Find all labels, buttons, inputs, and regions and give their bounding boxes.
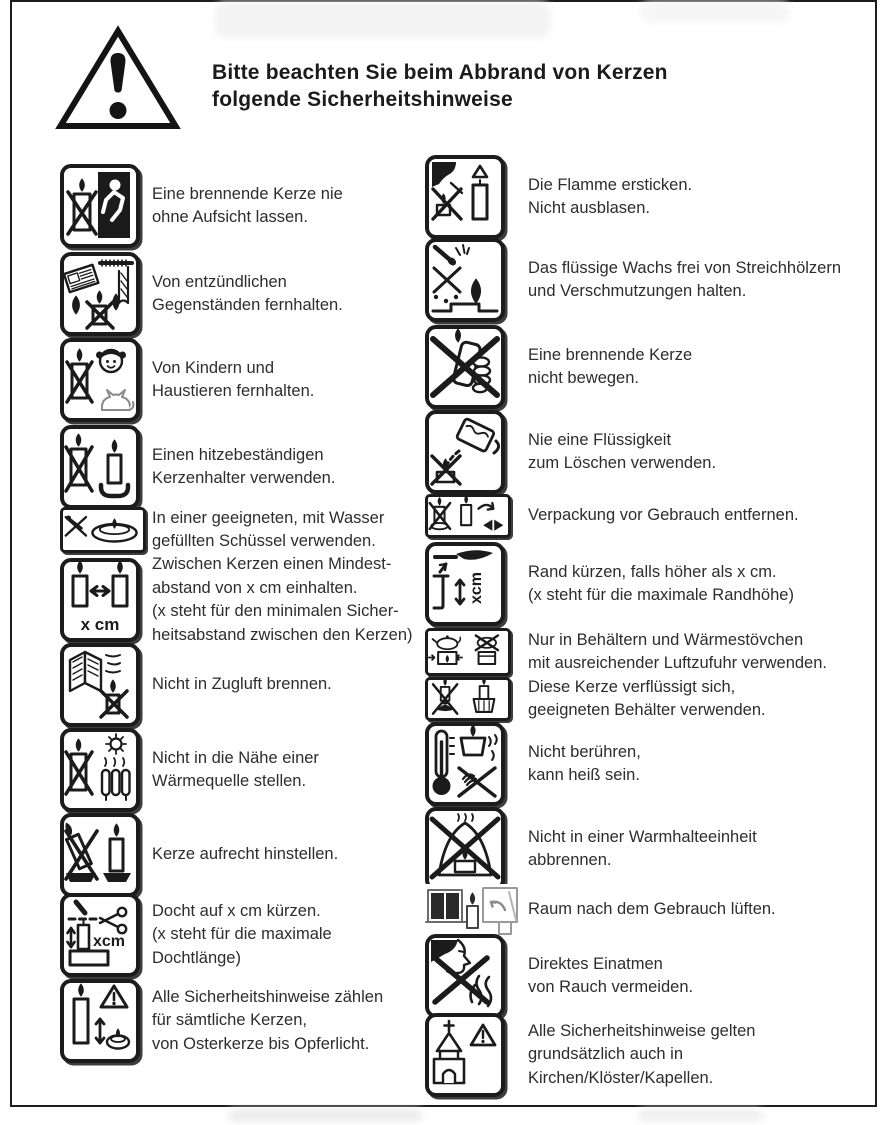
wick-trim-icon [60,893,140,977]
safety-item [425,542,794,626]
safety-item-icon-slot [425,884,528,936]
upright-candle-icon [60,813,140,897]
safety-item-text: Nicht berühren, kann heiß sein. [528,742,641,784]
remove-packaging-icon [425,494,511,538]
safety-item [60,979,383,1063]
safety-item [425,410,716,494]
safety-item-icon-slot [425,155,528,239]
svg-text:x cm: x cm [80,615,120,634]
safety-item-text: Rand kürzen, falls höher als x cm. (x steht für die maximale Randhöhe) [528,562,794,604]
candle-distance-icon [60,558,140,642]
heatproof-holder-icon [60,425,140,509]
ventilate-room-icon [425,884,522,936]
svg-text:xcm: xcm [93,933,126,950]
safety-item-text: Eine brennende Kerze nicht bewegen. [528,345,693,387]
flammable-objects-icon [60,252,140,336]
safety-item-text: Eine brennende Kerze nie ohne Aufsicht lassen. [152,184,343,226]
safety-item-text: Das flüssige Wachs frei von Streichhölzern und Verschmutzungen halten. [528,258,842,300]
safety-item-icon-slot [425,628,528,676]
safety-item-icon-slot [425,1013,528,1097]
hot-surface-icon [425,722,505,806]
no-heat-source-icon [60,728,140,812]
children-pets-icon [60,338,140,422]
safety-item [425,628,827,676]
safety-item-icon-slot [60,643,152,727]
safety-item-text: Direktes Einatmen von Rauch vermeiden. [528,954,694,996]
safety-item-icon-slot [425,325,528,409]
safety-item-text: Nur in Behältern und Wärmestövchen mit ausreichender Luftzufuhr verwenden. [528,630,827,672]
dont-move-candle-icon [425,325,505,409]
no-draft-icon [60,643,140,727]
svg-text:xcm: xcm [468,571,485,604]
safety-item [60,164,343,248]
safety-item-text: In einer geeigneten, mit Wasser gefüllten Schüssel verwenden. [152,508,385,550]
safety-item-icon-slot [60,507,152,553]
safety-item [425,884,776,936]
all-candle-types-icon [60,979,140,1063]
safety-item-icon-slot [60,893,152,977]
safety-item [60,338,314,422]
safety-item [60,252,343,336]
safety-item-icon-slot [425,410,528,494]
safety-item [425,238,841,322]
safety-item-text: Nicht in einer Warmhalteeinheit abbrennen. [528,827,757,869]
scan-smudge [215,2,550,38]
scan-smudge [638,1109,763,1122]
safety-item [60,643,332,727]
safety-item-text: Die Flamme ersticken. Nicht ausblasen. [528,175,693,217]
safety-item [425,934,693,1018]
safety-item-text: Verpackung vor Gebrauch entfernen. [528,506,799,525]
safety-item-text: Von entzündlichen Gegenständen fernhalten. [152,272,343,314]
air-supply-icon [425,628,511,676]
safety-item-icon-slot [60,813,152,897]
safety-item [425,494,799,538]
safety-item-text: Nicht in die Nähe einer Wärmequelle stellen. [152,748,319,790]
safety-item-text: Docht auf x cm kürzen. (x steht für die maximale Dochtlänge) [152,901,332,967]
safety-item [425,325,692,409]
warning-triangle-icon [54,24,182,132]
safety-item-text: Raum nach dem Gebrauch lüften. [528,900,776,919]
safety-item [60,555,413,644]
safety-item-icon-slot [60,728,152,812]
safety-item [425,155,692,239]
safety-item-icon-slot [425,238,528,322]
page-title [212,59,668,113]
safety-item-icon-slot [425,542,528,626]
safety-item-text: Nicht in Zugluft brennen. [152,675,332,694]
trim-rim-icon [425,542,505,626]
water-bowl-icon [60,507,146,553]
safety-item [60,893,332,977]
title-line-1: Bitte beachten Sie beim Abbrand von Kerzen [212,61,668,84]
safety-item-text: Von Kindern und Haustieren fernhalten. [152,358,315,400]
safety-item-text: Alle Sicherheitshinweise zählen für sämtliche Kerzen, von Osterkerze bis Opferlicht. [152,987,384,1053]
safety-item-icon-slot [60,558,152,642]
scan-smudge [228,1109,423,1122]
safety-item [425,722,641,806]
safety-item-icon-slot [425,677,528,721]
title-line-2: folgende Sicherheitshinweise [212,88,513,111]
safety-item-icon-slot [60,338,152,422]
church-use-icon [425,1013,505,1097]
safety-item-text: Alle Sicherheitshinweise gelten grundsätzlich auch in Kirchen/Klöster/Kapellen. [528,1021,756,1087]
safety-item-text: Diese Kerze verflüssigt sich, geeigneten Behälter verwenden. [528,677,766,719]
no-smoke-inhale-icon [425,934,505,1018]
safety-item [425,807,757,891]
liquefying-candle-icon [425,677,511,721]
safety-item-icon-slot [60,425,152,509]
safety-item-icon-slot [425,807,528,891]
safety-item [60,507,384,553]
safety-item-icon-slot [425,722,528,806]
safety-item-text: Einen hitzebeständigen Kerzenhalter verwenden. [152,445,336,487]
safety-item-icon-slot [60,164,152,248]
clean-wax-icon [425,238,505,322]
safety-item [60,728,319,812]
safety-item-text: Kerze aufrecht hinstellen. [152,845,339,864]
no-liquid-icon [425,410,505,494]
safety-item [425,677,766,721]
safety-item-text: Nie eine Flüssigkeit zum Löschen verwenden. [528,430,717,472]
safety-item-icon-slot [425,934,528,1018]
candle-unattended-icon [60,164,140,248]
safety-item [60,425,335,509]
safety-item-text: Zwischen Kerzen einen Mindest- abstand von x cm einhalten. (x steht für den minimalen Sicher- heitsabstand zwischen den Kerzen) [152,555,413,644]
safety-item-icon-slot [60,979,152,1063]
safety-item-icon-slot [425,494,528,538]
safety-item [60,813,338,897]
smother-flame-icon [425,155,505,239]
scan-smudge [640,2,790,22]
safety-item [425,1013,755,1097]
no-warming-unit-icon [425,807,505,891]
safety-item-icon-slot [60,252,152,336]
